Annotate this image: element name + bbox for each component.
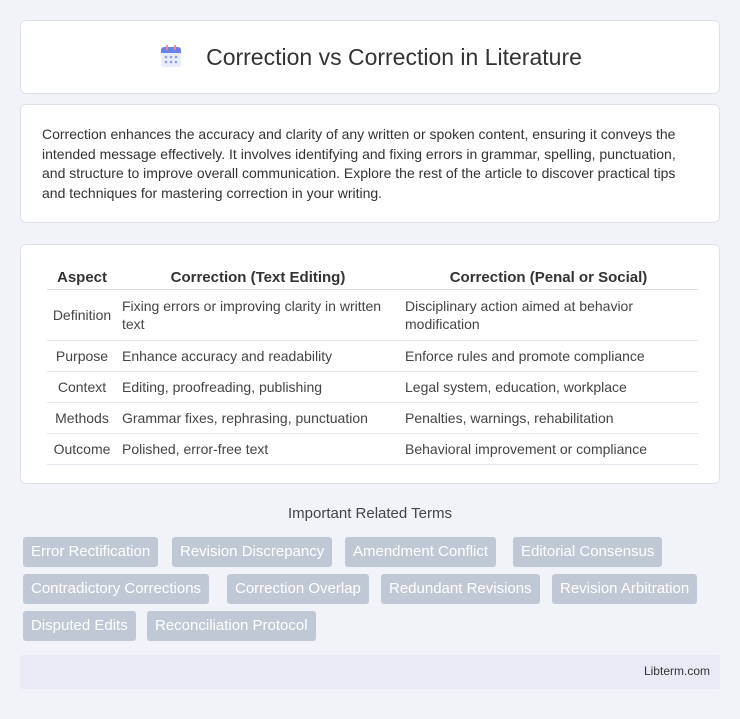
- footer: [20, 655, 720, 689]
- table-row: [47, 372, 698, 403]
- cell-text-editing: Editing, proofreading, publishing: [117, 372, 399, 403]
- header-penal-social: Correction (Penal or Social): [399, 265, 698, 290]
- related-term-tag[interactable]: Error Rectification: [23, 537, 158, 567]
- related-terms-title: Important Related Terms: [288, 505, 452, 522]
- table-row: [47, 434, 698, 465]
- header-text-editing: Correction (Text Editing): [117, 265, 399, 290]
- related-term-tag[interactable]: Revision Discrepancy: [172, 537, 332, 567]
- comparison-table: [47, 265, 698, 465]
- related-term-tag[interactable]: Disputed Edits: [23, 611, 136, 641]
- cell-penal-social: Enforce rules and promote compliance: [399, 341, 698, 372]
- related-term-tag[interactable]: Amendment Conflict: [345, 537, 496, 567]
- table-row: [47, 290, 698, 341]
- cell-aspect: Context: [47, 372, 117, 403]
- related-term-tag[interactable]: Revision Arbitration: [552, 574, 697, 604]
- related-term-tag[interactable]: Redundant Revisions: [381, 574, 540, 604]
- title-card: [20, 20, 720, 94]
- cell-aspect: Outcome: [47, 434, 117, 465]
- cell-penal-social: Disciplinary action aimed at behavior modification: [399, 290, 698, 341]
- intro-text: Correction enhances the accuracy and clarity of any written or spoken content, ensuring it conveys the intended message effectively. It involves identifying and fixing errors in grammar, spelling, punctuation, and structure to improve overall communication. Explore the rest of the article to discover practical tips and techniques for mastering correction in your writing.: [42, 126, 676, 201]
- cell-aspect: Purpose: [47, 341, 117, 372]
- cell-penal-social: Penalties, warnings, rehabilitation: [399, 403, 698, 434]
- related-term-tag[interactable]: Reconciliation Protocol: [147, 611, 316, 641]
- cell-text-editing: Fixing errors or improving clarity in written text: [117, 290, 399, 341]
- cell-text-editing: Polished, error-free text: [117, 434, 399, 465]
- cell-aspect: Definition: [47, 290, 117, 341]
- intro-card: [20, 104, 720, 223]
- cell-aspect: Methods: [47, 403, 117, 434]
- page-title: Correction vs Correction in Literature: [206, 43, 582, 70]
- calendar-icon: [158, 44, 184, 70]
- comparison-table-card: [20, 244, 720, 484]
- cell-penal-social: Behavioral improvement or compliance: [399, 434, 698, 465]
- table-row: [47, 403, 698, 434]
- table-header-row: [47, 265, 698, 290]
- cell-text-editing: Grammar fixes, rephrasing, punctuation: [117, 403, 399, 434]
- related-term-tag[interactable]: Contradictory Corrections: [23, 574, 209, 604]
- cell-penal-social: Legal system, education, workplace: [399, 372, 698, 403]
- cell-text-editing: Enhance accuracy and readability: [117, 341, 399, 372]
- related-term-tag[interactable]: Editorial Consensus: [513, 537, 662, 567]
- table-row: [47, 341, 698, 372]
- related-term-tag[interactable]: Correction Overlap: [227, 574, 369, 604]
- footer-site-link[interactable]: Libterm.com: [643, 664, 710, 678]
- header-aspect: Aspect: [47, 265, 117, 290]
